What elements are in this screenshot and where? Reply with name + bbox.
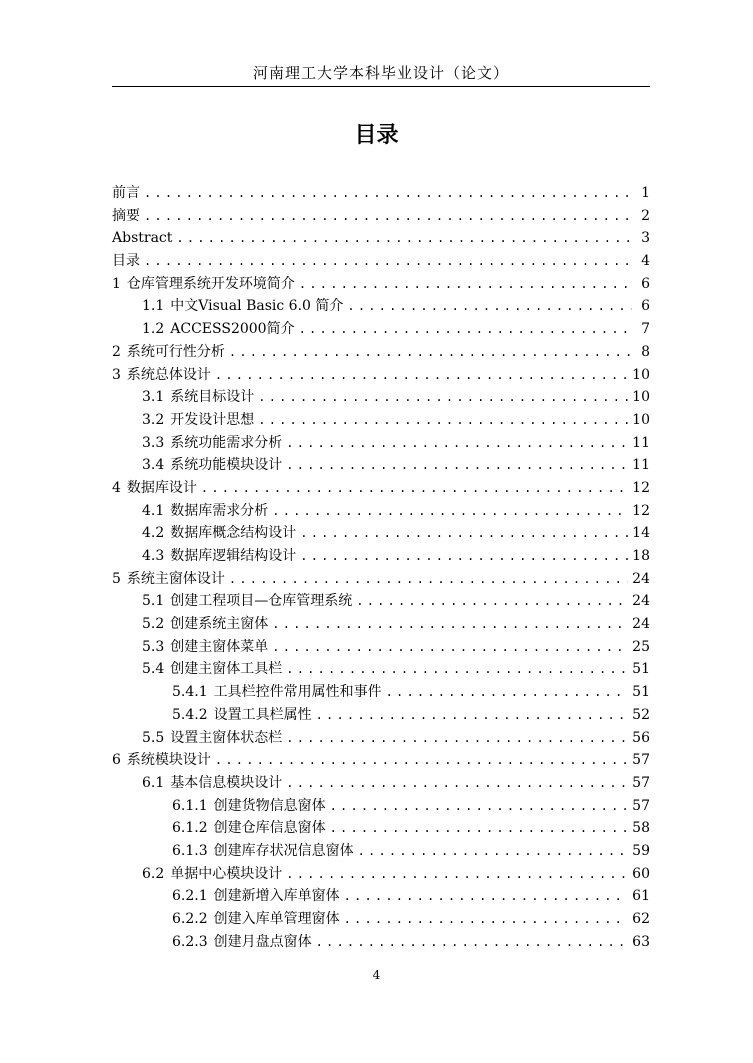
toc-entry-page: 12 xyxy=(632,479,650,496)
toc-entry[interactable] xyxy=(112,205,650,228)
toc-entry-number: 1.2 xyxy=(142,321,165,338)
toc-entry-title: 基本信息模块设计 xyxy=(170,774,283,791)
toc-entry-page: 60 xyxy=(632,865,650,882)
toc-entry[interactable] xyxy=(112,590,650,613)
toc-entry-number: 6.1 xyxy=(142,774,165,791)
toc-entry-page: 57 xyxy=(632,774,650,791)
toc-entry-number: 3.3 xyxy=(142,434,165,451)
toc-dot-leader xyxy=(215,749,628,772)
toc-entry-page: 61 xyxy=(632,888,650,905)
toc-entry[interactable] xyxy=(112,727,650,750)
toc-entry[interactable] xyxy=(112,454,650,477)
toc-entry-page: 18 xyxy=(632,548,650,564)
toc-entry-number: 5.4 xyxy=(142,661,165,678)
toc-entry-page: 24 xyxy=(632,593,650,610)
toc-entry[interactable] xyxy=(112,500,650,523)
toc-entry-page: 24 xyxy=(632,616,650,633)
toc-entry-title: 系统总体设计 xyxy=(126,366,211,383)
toc-entry-page: 58 xyxy=(632,820,650,837)
toc-entry-title: ACCESS2000简介 xyxy=(170,321,295,338)
toc-dot-leader xyxy=(229,341,632,364)
toc-entry-title: 工具栏控件常用属性和事件 xyxy=(213,684,382,701)
toc-dot-leader xyxy=(286,454,628,477)
toc-entry-title: 创建主窗体菜单 xyxy=(170,638,269,655)
toc-entry[interactable] xyxy=(112,817,650,840)
toc-entry-title: 摘要 xyxy=(112,207,140,224)
toc-entry-number: 6.2 xyxy=(142,865,165,882)
toc-entry-title: 系统主窗体设计 xyxy=(126,570,225,587)
toc-entry-title: 创建工程项目—仓库管理系统 xyxy=(170,593,353,610)
toc-entry[interactable] xyxy=(112,772,650,795)
toc-entry-page: 51 xyxy=(632,661,650,678)
toc-entry-title: 系统目标设计 xyxy=(170,389,255,406)
toc-entry[interactable] xyxy=(112,885,650,908)
toc-entry-number: 6.1.1 xyxy=(172,797,208,814)
toc-entry-title: 创建新增入库单窗体 xyxy=(213,888,340,905)
toc-entry[interactable] xyxy=(112,295,650,318)
toc-entry[interactable] xyxy=(112,432,650,455)
toc-entry[interactable] xyxy=(112,931,650,954)
toc-dot-leader xyxy=(358,840,629,863)
toc-entry[interactable] xyxy=(112,522,650,545)
toc-entry-page: 7 xyxy=(641,321,650,338)
toc-dot-leader xyxy=(272,613,628,636)
toc-dot-leader xyxy=(286,658,628,681)
toc-entry-number: 6.1.2 xyxy=(172,820,208,837)
toc-dot-leader xyxy=(299,273,632,296)
toc-dot-leader xyxy=(286,727,628,750)
toc-entry-page: 1 xyxy=(641,185,650,201)
toc-entry-number: 1 xyxy=(112,275,121,292)
toc-entry[interactable] xyxy=(112,613,650,636)
toc-entry[interactable] xyxy=(112,273,650,296)
toc-entry-number: 5.3 xyxy=(142,638,165,655)
toc-entry-number: 6.1.3 xyxy=(172,842,208,859)
toc-dot-leader xyxy=(272,636,628,659)
toc-dot-leader xyxy=(229,568,628,591)
toc-entry-title: 设置主窗体状态栏 xyxy=(170,729,283,746)
page-number: 4 xyxy=(372,968,381,982)
toc-entry-title: 创建仓库信息窗体 xyxy=(213,820,326,837)
toc-dot-leader xyxy=(286,772,628,795)
toc-entry-number: 5.4.2 xyxy=(172,706,208,723)
toc-entry-title: 创建月盘点窗体 xyxy=(213,933,312,950)
toc-entry-title: 数据库概念结构设计 xyxy=(170,525,297,542)
toc-entry[interactable] xyxy=(112,182,650,205)
toc-entry-number: 3.2 xyxy=(142,411,165,428)
toc-entry-title: 目录 xyxy=(112,253,140,270)
toc-entry[interactable] xyxy=(112,681,650,704)
toc-entry-number: 4.2 xyxy=(142,525,165,542)
toc-entry-page: 51 xyxy=(632,684,650,701)
toc-entry-number: 4 xyxy=(112,479,121,496)
toc-entry-number: 6.2.3 xyxy=(172,933,208,950)
toc-entry-number: 6 xyxy=(112,752,121,769)
toc-entry-title: 数据库逻辑结构设计 xyxy=(170,548,297,564)
toc-entry[interactable] xyxy=(112,636,650,659)
header-divider xyxy=(112,86,650,87)
toc-entry-page: 62 xyxy=(632,911,650,927)
toc-dot-leader xyxy=(258,386,628,409)
toc-entry-page: 6 xyxy=(641,298,650,315)
toc-dot-leader xyxy=(344,908,629,931)
running-header: 河南理工大学本科毕业设计（论文） xyxy=(252,64,509,82)
toc-dot-leader xyxy=(316,931,629,954)
toc-entry[interactable] xyxy=(112,318,650,341)
toc-entry[interactable] xyxy=(112,704,650,727)
toc-dot-leader xyxy=(300,545,628,568)
toc-entry-page: 11 xyxy=(632,457,650,474)
toc-dot-leader xyxy=(347,295,632,318)
toc-entry-page: 11 xyxy=(632,434,650,451)
toc-entry-page: 24 xyxy=(632,570,650,587)
toc-entry[interactable] xyxy=(112,386,650,409)
toc-entry-page: 25 xyxy=(632,638,650,655)
toc-entry[interactable] xyxy=(112,477,650,500)
toc-entry-page: 56 xyxy=(632,729,650,746)
toc-entry[interactable] xyxy=(112,863,650,886)
toc-entry-title: 创建入库单管理窗体 xyxy=(213,911,340,927)
toc-entry-title: 创建系统主窗体 xyxy=(170,616,269,633)
toc-entry-page: 2 xyxy=(641,207,650,224)
toc-dot-leader xyxy=(258,409,628,432)
toc-entry-title: 系统功能模块设计 xyxy=(170,457,283,474)
toc-dot-leader xyxy=(316,704,629,727)
toc-entry[interactable] xyxy=(112,250,650,273)
toc-dot-leader xyxy=(356,590,628,613)
toc-entry-page: 63 xyxy=(632,933,650,950)
toc-entry-title: 仓库管理系统开发环境简介 xyxy=(126,275,295,292)
toc-entry[interactable] xyxy=(112,364,650,387)
toc-entry-title: 单据中心模块设计 xyxy=(170,865,283,882)
toc-entry-page: 57 xyxy=(632,752,650,769)
toc-entry-title: 中文Visual Basic 6.0 简介 xyxy=(170,298,344,315)
toc-entry-title: 创建主窗体工具栏 xyxy=(170,661,283,678)
toc-dot-leader xyxy=(344,885,629,908)
toc-entry-number: 1.1 xyxy=(142,298,165,315)
toc-entry-title: 开发设计思想 xyxy=(170,411,255,428)
toc-dot-leader xyxy=(286,863,628,886)
toc-entry-number: 3 xyxy=(112,366,121,383)
toc-entry[interactable] xyxy=(112,749,650,772)
toc-dot-leader xyxy=(201,477,628,500)
toc-dot-leader xyxy=(300,522,628,545)
toc-dot-leader xyxy=(330,817,629,840)
toc-entry[interactable] xyxy=(112,568,650,591)
toc-dot-leader xyxy=(144,205,632,228)
toc-entry-title: 系统可行性分析 xyxy=(126,343,225,360)
toc-entry-page: 10 xyxy=(632,366,650,383)
toc-entry-page: 8 xyxy=(641,343,650,360)
toc-entry-number: 2 xyxy=(112,343,121,360)
toc-dot-leader xyxy=(286,432,628,455)
toc-dot-leader xyxy=(144,182,632,205)
toc-dot-leader xyxy=(330,795,629,818)
toc-entry-page: 6 xyxy=(641,275,650,292)
toc-entry-page: 14 xyxy=(632,525,650,542)
toc-entry-number: 6.2.2 xyxy=(172,911,208,927)
toc-dot-leader xyxy=(299,318,632,341)
toc-entry-number: 4.1 xyxy=(142,502,165,519)
toc-entry-page: 52 xyxy=(632,706,650,723)
toc-entry-number: 3.4 xyxy=(142,457,165,474)
toc-entry-number: 5.4.1 xyxy=(172,684,208,701)
toc-entry-page: 3 xyxy=(641,230,650,247)
toc-entry-number: 3.1 xyxy=(142,389,165,406)
toc-entry-page: 59 xyxy=(632,842,650,859)
toc-entry-page: 57 xyxy=(632,797,650,814)
toc-entry[interactable] xyxy=(112,658,650,681)
toc-entry-page: 10 xyxy=(632,389,650,406)
toc-entry-title: 系统功能需求分析 xyxy=(170,434,283,451)
toc-dot-leader xyxy=(144,250,632,273)
toc-entry-title: 创建货物信息窗体 xyxy=(213,797,326,814)
toc-entry-title: 创建库存状况信息窗体 xyxy=(213,842,354,859)
toc-entry[interactable] xyxy=(112,341,650,364)
toc-entry-number: 6.2.1 xyxy=(172,888,208,905)
toc-dot-leader xyxy=(272,500,628,523)
toc-entry[interactable] xyxy=(112,795,650,818)
toc-entry-number: 5.1 xyxy=(142,593,165,610)
toc-entry[interactable] xyxy=(112,545,650,568)
toc-entry-title: Abstract xyxy=(112,230,173,247)
toc-entry[interactable] xyxy=(112,227,650,250)
page-title: 目录 xyxy=(354,123,399,148)
toc-entry-title: 系统模块设计 xyxy=(126,752,211,769)
toc-dot-leader xyxy=(386,681,629,704)
toc-entry-title: 设置工具栏属性 xyxy=(213,706,312,723)
toc-dot-leader xyxy=(176,227,632,250)
toc-entry-number: 4.3 xyxy=(142,548,165,564)
toc-entry-title: 前言 xyxy=(112,185,140,201)
toc-entry[interactable] xyxy=(112,908,650,931)
toc-entry-number: 5.5 xyxy=(142,729,165,746)
toc-entry[interactable] xyxy=(112,840,650,863)
toc-entry-title: 数据库设计 xyxy=(126,479,197,496)
toc-entry-page: 10 xyxy=(632,411,650,428)
toc-dot-leader xyxy=(215,364,628,387)
toc-entry[interactable] xyxy=(112,409,650,432)
toc-entry-page: 4 xyxy=(641,253,650,270)
toc-entry-number: 5 xyxy=(112,570,121,587)
toc-entry-title: 数据库需求分析 xyxy=(170,502,269,519)
toc-entry-page: 12 xyxy=(632,502,650,519)
table-of-contents xyxy=(112,182,650,953)
toc-entry-number: 5.2 xyxy=(142,616,165,633)
